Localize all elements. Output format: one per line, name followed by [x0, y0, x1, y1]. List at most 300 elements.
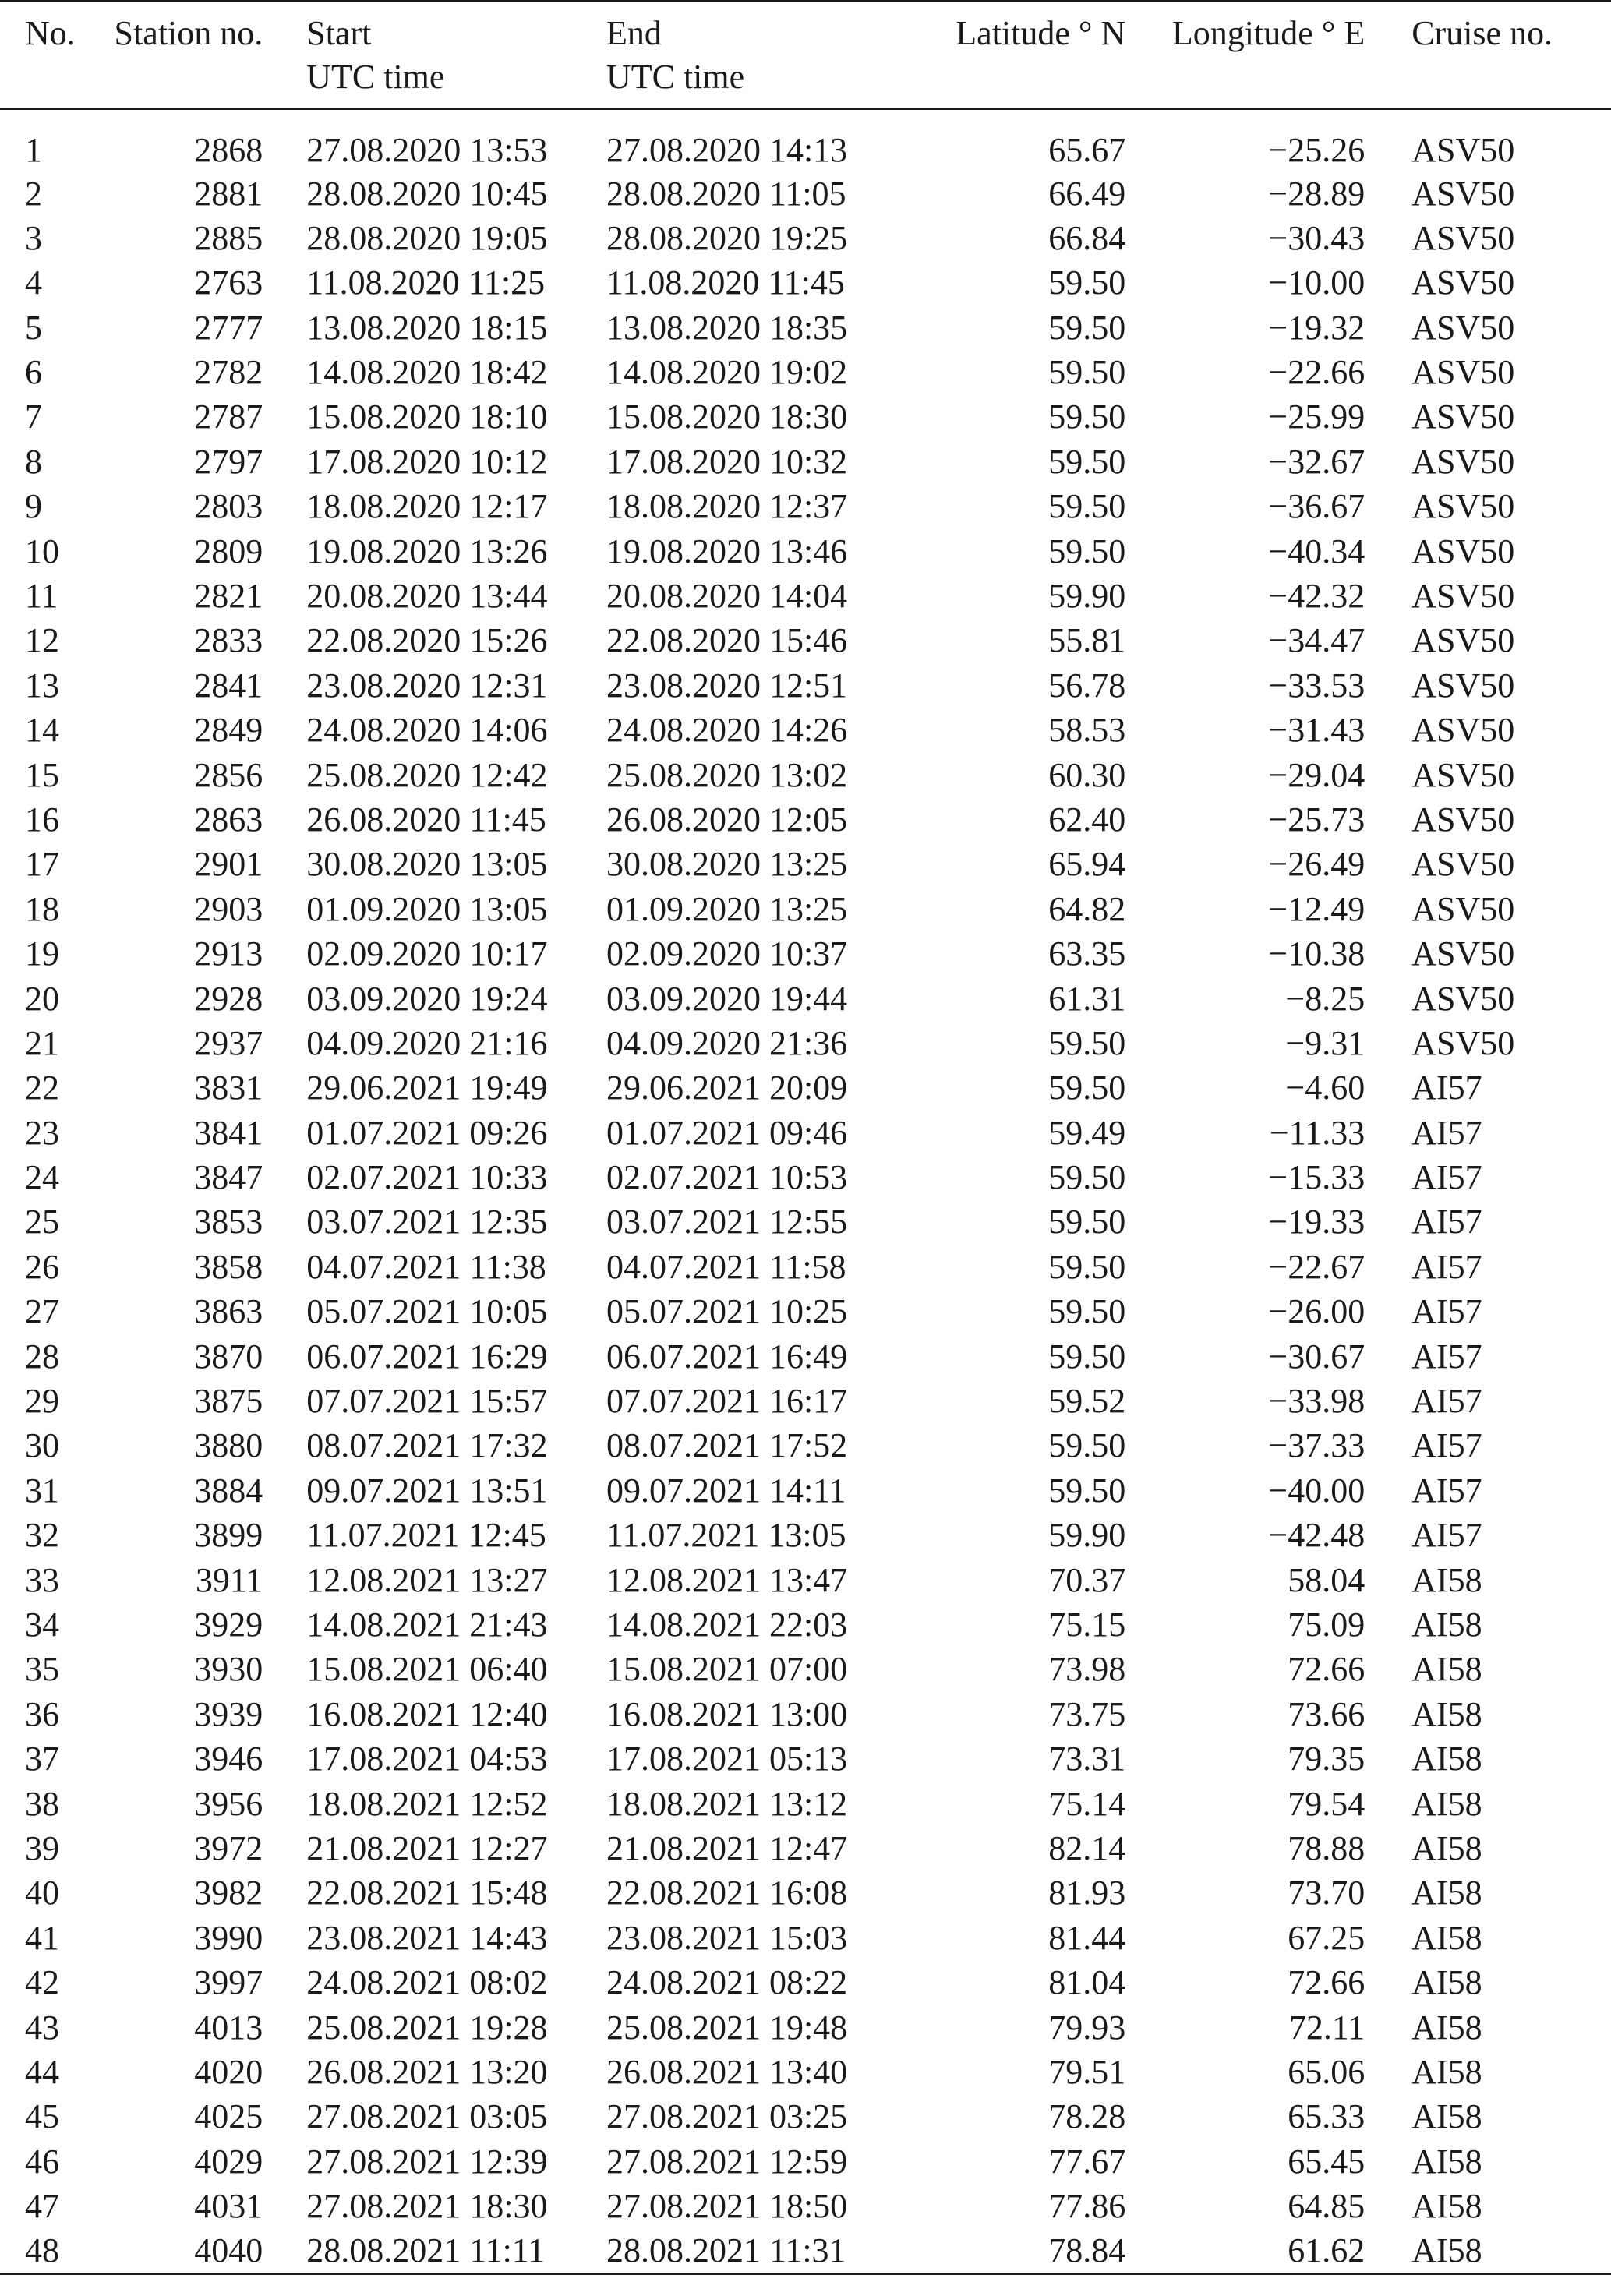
cell-station-no: 2841: [194, 666, 263, 705]
cell-end-time: 27.08.2020 14:13: [606, 130, 848, 169]
cell-longitude: −26.00: [1268, 1292, 1365, 1331]
cell-end-time: 28.08.2020 11:05: [606, 174, 846, 213]
cell-station-no: 3899: [194, 1516, 263, 1555]
cell-start-time: 25.08.2020 12:42: [306, 755, 548, 794]
cell-end-time: 25.08.2020 13:02: [606, 755, 848, 794]
cell-latitude: 73.75: [1048, 1694, 1126, 1733]
cell-no: 15: [25, 755, 59, 794]
cell-start-time: 06.07.2021 16:29: [306, 1337, 548, 1376]
table-row: [0, 1066, 1611, 1111]
header-end-line1: End: [606, 14, 662, 52]
cell-cruise-no: ASV50: [1411, 621, 1515, 660]
cell-start-time: 17.08.2021 04:53: [306, 1740, 548, 1779]
cell-longitude: 61.62: [1288, 2231, 1365, 2270]
cell-cruise-no: AI57: [1411, 1382, 1482, 1421]
cell-start-time: 29.06.2021 19:49: [306, 1069, 548, 1107]
cell-no: 42: [25, 1963, 59, 2002]
cell-no: 46: [25, 2142, 59, 2181]
cell-end-time: 20.08.2020 14:04: [606, 577, 848, 616]
cell-station-no: 3939: [194, 1694, 263, 1733]
table-row: [0, 708, 1611, 753]
cell-start-time: 01.09.2020 13:05: [306, 889, 548, 928]
cell-no: 21: [25, 1023, 59, 1062]
cell-start-time: 18.08.2020 12:17: [306, 487, 548, 526]
cell-cruise-no: ASV50: [1411, 174, 1515, 213]
cell-longitude: −22.66: [1268, 353, 1365, 392]
cell-longitude: 67.25: [1288, 1918, 1365, 1957]
cell-station-no: 3982: [194, 1874, 263, 1913]
cell-no: 7: [25, 397, 42, 436]
cell-longitude: −33.53: [1268, 666, 1365, 705]
cell-latitude: 59.50: [1048, 487, 1126, 526]
cell-station-no: 3880: [194, 1426, 263, 1465]
cell-cruise-no: AI58: [1411, 1650, 1482, 1689]
table-body: [0, 109, 1611, 2274]
cell-start-time: 21.08.2021 12:27: [306, 1828, 548, 1867]
cell-latitude: 58.53: [1048, 711, 1126, 750]
table-row: [0, 109, 1611, 172]
cell-station-no: 2782: [194, 353, 263, 392]
cell-no: 37: [25, 1740, 59, 1779]
cell-longitude: −33.98: [1268, 1382, 1365, 1421]
cell-cruise-no: AI58: [1411, 1963, 1482, 2002]
cell-cruise-no: ASV50: [1411, 845, 1515, 884]
table-row: [0, 1559, 1611, 1603]
cell-start-time: 28.08.2021 11:11: [306, 2231, 546, 2270]
cell-cruise-no: ASV50: [1411, 532, 1515, 570]
cell-station-no: 3847: [194, 1158, 263, 1197]
table-row: [0, 1111, 1611, 1156]
header-longitude: Longitude ° E: [1171, 14, 1365, 52]
cell-end-time: 25.08.2021 19:48: [606, 2008, 848, 2047]
cell-cruise-no: AI58: [1411, 2008, 1482, 2047]
cell-longitude: −36.67: [1268, 487, 1365, 526]
cell-cruise-no: ASV50: [1411, 889, 1515, 928]
cell-cruise-no: ASV50: [1411, 487, 1515, 526]
cell-latitude: 59.50: [1048, 308, 1126, 347]
cell-no: 24: [25, 1158, 59, 1197]
cell-station-no: 3990: [194, 1918, 263, 1957]
cell-station-no: 3841: [194, 1113, 263, 1152]
cell-end-time: 09.07.2021 14:11: [606, 1471, 846, 1510]
cell-no: 31: [25, 1471, 59, 1510]
cell-cruise-no: AI58: [1411, 2097, 1482, 2136]
cell-end-time: 22.08.2021 16:08: [606, 1874, 848, 1913]
cell-start-time: 04.09.2020 21:16: [306, 1023, 548, 1062]
cell-end-time: 11.07.2021 13:05: [606, 1516, 846, 1555]
cell-start-time: 24.08.2020 14:06: [306, 711, 548, 750]
cell-no: 10: [25, 532, 59, 570]
table-row: [0, 1156, 1611, 1200]
cell-start-time: 22.08.2021 15:48: [306, 1874, 548, 1913]
cell-longitude: −31.43: [1268, 711, 1365, 750]
cell-start-time: 01.07.2021 09:26: [306, 1113, 548, 1152]
cell-latitude: 59.50: [1048, 263, 1126, 302]
cell-cruise-no: ASV50: [1411, 263, 1515, 302]
cell-cruise-no: AI58: [1411, 1605, 1482, 1644]
cell-no: 20: [25, 979, 59, 1018]
cell-longitude: 73.70: [1288, 1874, 1365, 1913]
cell-station-no: 2885: [194, 218, 263, 257]
table-row: [0, 1961, 1611, 2005]
cell-end-time: 01.09.2020 13:25: [606, 889, 848, 928]
cell-station-no: 2881: [194, 174, 263, 213]
cell-no: 17: [25, 845, 59, 884]
cell-end-time: 17.08.2020 10:32: [606, 442, 848, 481]
cell-end-time: 02.09.2020 10:37: [606, 934, 848, 973]
cell-longitude: −42.32: [1268, 577, 1365, 616]
table-row: [0, 395, 1611, 440]
cell-latitude: 64.82: [1048, 889, 1126, 928]
cell-end-time: 04.09.2020 21:36: [606, 1023, 848, 1062]
cell-start-time: 18.08.2021 12:52: [306, 1784, 548, 1823]
cell-start-time: 03.07.2021 12:35: [306, 1203, 548, 1242]
cell-start-time: 22.08.2020 15:26: [306, 621, 548, 660]
cell-latitude: 59.50: [1048, 1203, 1126, 1242]
cell-start-time: 27.08.2020 13:53: [306, 130, 548, 169]
cell-longitude: 65.45: [1288, 2142, 1365, 2181]
cell-start-time: 03.09.2020 19:24: [306, 979, 548, 1018]
cell-no: 23: [25, 1113, 59, 1152]
cell-latitude: 73.31: [1048, 1740, 1126, 1779]
cell-longitude: −40.34: [1268, 532, 1365, 570]
table-row: [0, 1916, 1611, 1961]
header-row: [0, 2, 1611, 109]
cell-no: 43: [25, 2008, 59, 2047]
cell-station-no: 3870: [194, 1337, 263, 1376]
cell-end-time: 27.08.2021 18:50: [606, 2187, 848, 2226]
cell-end-time: 11.08.2020 11:45: [606, 263, 845, 302]
cell-start-time: 24.08.2021 08:02: [306, 1963, 548, 2002]
cell-station-no: 2821: [194, 577, 263, 616]
cell-start-time: 09.07.2021 13:51: [306, 1471, 548, 1510]
cell-no: 9: [25, 487, 42, 526]
cell-station-no: 3997: [194, 1963, 263, 2002]
cell-no: 34: [25, 1605, 59, 1644]
cell-longitude: −26.49: [1268, 845, 1365, 884]
cell-cruise-no: AI57: [1411, 1158, 1482, 1197]
cell-end-time: 30.08.2020 13:25: [606, 845, 848, 884]
cell-start-time: 26.08.2020 11:45: [306, 800, 546, 839]
cell-latitude: 81.44: [1048, 1918, 1126, 1957]
cell-start-time: 23.08.2020 12:31: [306, 666, 548, 705]
table-row: [0, 1693, 1611, 1737]
cell-end-time: 07.07.2021 16:17: [606, 1382, 848, 1421]
cell-cruise-no: ASV50: [1411, 755, 1515, 794]
table-row: [0, 2140, 1611, 2185]
cell-cruise-no: ASV50: [1411, 218, 1515, 257]
cell-longitude: 79.54: [1288, 1784, 1365, 1823]
table-row: [0, 1782, 1611, 1827]
cell-station-no: 4013: [194, 2008, 263, 2047]
cell-end-time: 17.08.2021 05:13: [606, 1740, 848, 1779]
cell-station-no: 3929: [194, 1605, 263, 1644]
cell-latitude: 63.35: [1048, 934, 1126, 973]
cell-start-time: 25.08.2021 19:28: [306, 2008, 548, 2047]
cell-station-no: 2937: [194, 1023, 263, 1062]
table-row: [0, 351, 1611, 395]
cell-cruise-no: ASV50: [1411, 442, 1515, 481]
cell-no: 5: [25, 308, 42, 347]
cell-longitude: −25.99: [1268, 397, 1365, 436]
cell-latitude: 59.50: [1048, 1069, 1126, 1107]
cell-end-time: 23.08.2020 12:51: [606, 666, 848, 705]
cell-longitude: −9.31: [1285, 1023, 1365, 1062]
cell-end-time: 27.08.2021 03:25: [606, 2097, 848, 2136]
cell-end-time: 24.08.2020 14:26: [606, 711, 848, 750]
cell-start-time: 11.08.2020 11:25: [306, 263, 546, 302]
table-row: [0, 1290, 1611, 1334]
cell-no: 6: [25, 353, 42, 392]
cell-latitude: 55.81: [1048, 621, 1126, 660]
table-row: [0, 1648, 1611, 1692]
cell-start-time: 11.07.2021 12:45: [306, 1516, 546, 1555]
table-row: [0, 440, 1611, 485]
cell-cruise-no: AI58: [1411, 2142, 1482, 2181]
header-start-line1: Start: [306, 14, 372, 52]
cell-start-time: 17.08.2020 10:12: [306, 442, 548, 481]
cell-latitude: 59.50: [1048, 1471, 1126, 1510]
cell-start-time: 13.08.2020 18:15: [306, 308, 548, 347]
cell-cruise-no: AI57: [1411, 1069, 1482, 1107]
cell-start-time: 19.08.2020 13:26: [306, 532, 548, 570]
cell-end-time: 04.07.2021 11:58: [606, 1247, 846, 1286]
cell-start-time: 30.08.2020 13:05: [306, 845, 548, 884]
cell-longitude: −32.67: [1268, 442, 1365, 481]
cell-end-time: 14.08.2020 19:02: [606, 353, 848, 392]
cell-longitude: 72.66: [1288, 1963, 1365, 2002]
cell-cruise-no: ASV50: [1411, 308, 1515, 347]
cell-start-time: 14.08.2020 18:42: [306, 353, 548, 392]
cell-no: 25: [25, 1203, 59, 1242]
cell-cruise-no: AI58: [1411, 1740, 1482, 1779]
cell-longitude: −22.67: [1268, 1247, 1365, 1286]
cell-longitude: −40.00: [1268, 1471, 1365, 1510]
cell-no: 48: [25, 2231, 59, 2270]
cell-end-time: 24.08.2021 08:22: [606, 1963, 848, 2002]
cell-cruise-no: ASV50: [1411, 979, 1515, 1018]
cell-station-no: 2913: [194, 934, 263, 973]
cell-cruise-no: ASV50: [1411, 934, 1515, 973]
cell-start-time: 15.08.2020 18:10: [306, 397, 548, 436]
cell-start-time: 16.08.2021 12:40: [306, 1694, 548, 1733]
table-row: [0, 261, 1611, 306]
cell-cruise-no: ASV50: [1411, 353, 1515, 392]
cell-end-time: 01.07.2021 09:46: [606, 1113, 848, 1152]
cell-longitude: 79.35: [1288, 1740, 1365, 1779]
cell-end-time: 29.06.2021 20:09: [606, 1069, 848, 1107]
cell-longitude: 58.04: [1288, 1560, 1365, 1599]
cell-station-no: 2856: [194, 755, 263, 794]
cell-latitude: 59.50: [1048, 1337, 1126, 1376]
header-start-time: [306, 2, 606, 109]
cell-no: 33: [25, 1560, 59, 1599]
cell-start-time: 26.08.2021 13:20: [306, 2052, 548, 2091]
cell-cruise-no: ASV50: [1411, 666, 1515, 705]
table-row: [0, 1335, 1611, 1379]
cell-cruise-no: AI58: [1411, 1560, 1482, 1599]
cell-latitude: 66.49: [1048, 174, 1126, 213]
cell-start-time: 27.08.2021 18:30: [306, 2187, 548, 2226]
cell-station-no: 4029: [194, 2142, 263, 2181]
cell-longitude: −19.33: [1268, 1203, 1365, 1242]
cell-cruise-no: ASV50: [1411, 800, 1515, 839]
cell-station-no: 2901: [194, 845, 263, 884]
table-row: [0, 530, 1611, 574]
cell-start-time: 28.08.2020 19:05: [306, 218, 548, 257]
cell-cruise-no: AI58: [1411, 2052, 1482, 2091]
cell-station-no: 4020: [194, 2052, 263, 2091]
cell-cruise-no: AI58: [1411, 2187, 1482, 2226]
cell-no: 41: [25, 1918, 59, 1957]
cell-no: 40: [25, 1874, 59, 1913]
cell-station-no: 3946: [194, 1740, 263, 1779]
cell-no: 14: [25, 711, 59, 750]
cell-latitude: 59.50: [1048, 353, 1126, 392]
cell-station-no: 3972: [194, 1828, 263, 1867]
cell-station-no: 2833: [194, 621, 263, 660]
cell-start-time: 20.08.2020 13:44: [306, 577, 548, 616]
cell-end-time: 15.08.2021 07:00: [606, 1650, 848, 1689]
cell-cruise-no: ASV50: [1411, 130, 1515, 169]
cell-end-time: 13.08.2020 18:35: [606, 308, 848, 347]
cell-station-no: 2809: [194, 532, 263, 570]
cell-latitude: 77.86: [1048, 2187, 1126, 2226]
cell-station-no: 2797: [194, 442, 263, 481]
cell-end-time: 08.07.2021 17:52: [606, 1426, 848, 1465]
cell-cruise-no: AI57: [1411, 1471, 1482, 1510]
cell-longitude: 78.88: [1288, 1828, 1365, 1867]
cell-station-no: 3831: [194, 1069, 263, 1107]
cell-end-time: 03.09.2020 19:44: [606, 979, 848, 1018]
cell-end-time: 05.07.2021 10:25: [606, 1292, 848, 1331]
cell-end-time: 06.07.2021 16:49: [606, 1337, 848, 1376]
cell-latitude: 73.98: [1048, 1650, 1126, 1689]
cell-longitude: 72.11: [1288, 2008, 1365, 2047]
cell-end-time: 27.08.2021 12:59: [606, 2142, 848, 2181]
cell-longitude: 65.06: [1288, 2052, 1365, 2091]
cell-no: 36: [25, 1694, 59, 1733]
cell-longitude: −30.67: [1268, 1337, 1365, 1376]
table-row: [0, 1603, 1611, 1648]
cell-start-time: 02.09.2020 10:17: [306, 934, 548, 973]
cell-start-time: 23.08.2021 14:43: [306, 1918, 548, 1957]
cell-start-time: 12.08.2021 13:27: [306, 1560, 548, 1599]
cell-no: 12: [25, 621, 59, 660]
cell-no: 28: [25, 1337, 59, 1376]
cell-latitude: 70.37: [1048, 1560, 1126, 1599]
table-row: [0, 306, 1611, 351]
cell-longitude: −19.32: [1268, 308, 1365, 347]
table-row: [0, 1022, 1611, 1066]
cell-latitude: 65.94: [1048, 845, 1126, 884]
cell-station-no: 3956: [194, 1784, 263, 1823]
cell-end-time: 15.08.2020 18:30: [606, 397, 848, 436]
cell-no: 39: [25, 1828, 59, 1867]
header-station-no: Station no.: [114, 14, 263, 52]
table-row: [0, 977, 1611, 1022]
cell-longitude: −29.04: [1268, 755, 1365, 794]
table-row: [0, 574, 1611, 619]
header-latitude: Latitude ° N: [956, 14, 1126, 52]
table-row: [0, 1379, 1611, 1424]
cell-no: 19: [25, 934, 59, 973]
cell-longitude: −12.49: [1268, 889, 1365, 928]
cell-end-time: 21.08.2021 12:47: [606, 1828, 848, 1867]
cell-start-time: 07.07.2021 15:57: [306, 1382, 548, 1421]
cell-cruise-no: ASV50: [1411, 397, 1515, 436]
cell-station-no: 2863: [194, 800, 263, 839]
cell-end-time: 03.07.2021 12:55: [606, 1203, 848, 1242]
cell-longitude: 65.33: [1288, 2097, 1365, 2136]
cell-cruise-no: AI57: [1411, 1113, 1482, 1152]
header-no: No.: [25, 14, 76, 52]
cell-longitude: −4.60: [1285, 1069, 1365, 1107]
cell-longitude: 64.85: [1288, 2187, 1365, 2226]
table-row: [0, 2051, 1611, 2095]
cell-no: 3: [25, 218, 42, 257]
cell-end-time: 02.07.2021 10:53: [606, 1158, 848, 1197]
cell-start-time: 27.08.2021 03:05: [306, 2097, 548, 2136]
cell-latitude: 75.15: [1048, 1605, 1126, 1644]
table-row: [0, 619, 1611, 663]
table-row: [0, 485, 1611, 529]
cell-no: 38: [25, 1784, 59, 1823]
table-header: [0, 2, 1611, 109]
table-row: [0, 1424, 1611, 1468]
cell-longitude: 75.09: [1288, 1605, 1365, 1644]
cell-start-time: 27.08.2021 12:39: [306, 2142, 548, 2181]
cell-end-time: 19.08.2020 13:46: [606, 532, 848, 570]
cell-no: 45: [25, 2097, 59, 2136]
table-row: [0, 1200, 1611, 1245]
header-end-time: [606, 2, 906, 109]
cell-end-time: 26.08.2021 13:40: [606, 2052, 848, 2091]
cell-latitude: 59.50: [1048, 1023, 1126, 1062]
cell-no: 47: [25, 2187, 59, 2226]
table-row: [0, 798, 1611, 842]
cell-end-time: 28.08.2021 11:31: [606, 2231, 846, 2270]
cell-no: 22: [25, 1069, 59, 1107]
cell-end-time: 16.08.2021 13:00: [606, 1694, 848, 1733]
table-row: [0, 2229, 1611, 2274]
cell-station-no: 2868: [194, 130, 263, 169]
cell-end-time: 28.08.2020 19:25: [606, 218, 848, 257]
cell-longitude: −30.43: [1268, 218, 1365, 257]
table-row: [0, 932, 1611, 977]
cell-latitude: 59.50: [1048, 1158, 1126, 1197]
cell-latitude: 79.93: [1048, 2008, 1126, 2047]
cell-cruise-no: AI57: [1411, 1292, 1482, 1331]
cell-latitude: 65.67: [1048, 130, 1126, 169]
cell-cruise-no: AI58: [1411, 1784, 1482, 1823]
cell-latitude: 59.52: [1048, 1382, 1126, 1421]
cell-latitude: 61.31: [1048, 979, 1126, 1018]
cell-start-time: 05.07.2021 10:05: [306, 1292, 548, 1331]
cell-latitude: 59.50: [1048, 1247, 1126, 1286]
cell-latitude: 75.14: [1048, 1784, 1126, 1823]
cell-longitude: −42.48: [1268, 1516, 1365, 1555]
cell-cruise-no: ASV50: [1411, 577, 1515, 616]
table-row: [0, 842, 1611, 887]
cell-cruise-no: AI57: [1411, 1516, 1482, 1555]
cell-latitude: 59.50: [1048, 532, 1126, 570]
cell-station-no: 2849: [194, 711, 263, 750]
cell-start-time: 02.07.2021 10:33: [306, 1158, 548, 1197]
cell-longitude: −11.33: [1270, 1113, 1365, 1152]
cell-station-no: 2903: [194, 889, 263, 928]
cell-longitude: −25.73: [1268, 800, 1365, 839]
